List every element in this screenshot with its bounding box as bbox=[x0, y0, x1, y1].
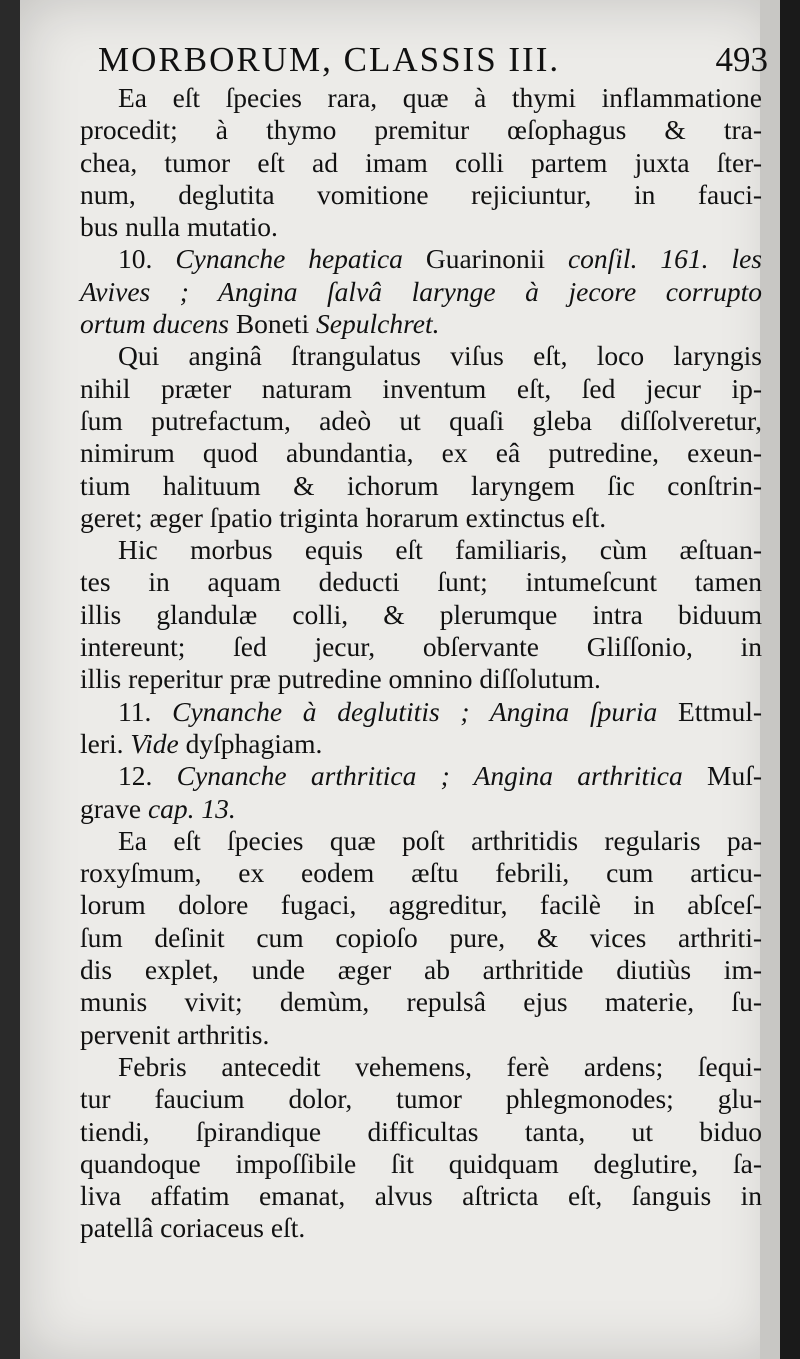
text-line bbox=[80, 631, 762, 663]
running-header bbox=[98, 40, 788, 80]
text-run: Qui anginâ ſtrangulatus viſus eſt, loco laryngis bbox=[118, 340, 762, 372]
text-line bbox=[80, 857, 762, 889]
text-line bbox=[80, 82, 762, 114]
text-line bbox=[80, 986, 762, 1018]
text-line bbox=[80, 728, 762, 760]
italic-run: ortum ducens bbox=[80, 308, 236, 340]
italic-run: Cynanche arthritica ; Angina arthritica bbox=[176, 760, 708, 792]
text-run: Guarinonii bbox=[425, 243, 568, 275]
text-run: pervenit arthritis. bbox=[80, 1018, 270, 1050]
text-run: nimirum quod abundantia, ex eâ putredine, exeun- bbox=[80, 437, 762, 469]
text-line bbox=[80, 696, 762, 728]
text-run: Boneti bbox=[235, 308, 317, 340]
facing-page-edge bbox=[760, 0, 780, 1359]
text-run: quandoque impoſſibile ſit quidquam deglutire, ſa- bbox=[80, 1147, 762, 1179]
text-line bbox=[80, 147, 762, 179]
text-run: illis reperitur præ putredine omnino diſſolutum. bbox=[80, 663, 601, 695]
text-run: dyſphagiam. bbox=[185, 727, 323, 759]
text-run: patellâ coriaceus eſt. bbox=[80, 1212, 306, 1244]
text-line bbox=[80, 114, 762, 146]
text-run: Ea eſt ſpecies quæ poſt arthritidis regularis pa- bbox=[118, 824, 762, 856]
text-line bbox=[80, 373, 762, 405]
text-line bbox=[80, 276, 762, 308]
text-line bbox=[80, 599, 762, 631]
italic-run: Cynanche hepatica bbox=[175, 243, 426, 275]
body-text bbox=[80, 82, 762, 1245]
text-run: Febris antecedit vehemens, ferè ardens; ſequi- bbox=[118, 1050, 762, 1082]
text-run: Ettmul- bbox=[677, 695, 763, 727]
text-run: tium halituum & ichorum laryngem ſic conſtrin- bbox=[80, 469, 762, 501]
text-line bbox=[80, 889, 762, 921]
text-line bbox=[80, 308, 762, 340]
text-run: intereunt; ſed jecur, obſervante Gliſſonio, in bbox=[80, 631, 762, 663]
text-line bbox=[80, 1083, 762, 1115]
italic-run: Cynanche à deglutitis ; Angina ſpuria bbox=[172, 695, 678, 727]
text-line bbox=[80, 340, 762, 372]
text-run: ſum deſinit cum copioſo pure, & vices arthriti- bbox=[80, 921, 762, 953]
text-run: chea, tumor eſt ad imam colli partem juxta ſter- bbox=[80, 146, 762, 178]
italic-run: Vide bbox=[130, 727, 186, 759]
text-run: tur faucium dolor, tumor phlegmonodes; glu- bbox=[80, 1083, 762, 1115]
text-line bbox=[80, 405, 762, 437]
text-run: leri. bbox=[80, 727, 131, 759]
text-line bbox=[80, 793, 762, 825]
text-line bbox=[80, 566, 762, 598]
text-line bbox=[80, 179, 762, 211]
text-line bbox=[80, 922, 762, 954]
text-line bbox=[80, 954, 762, 986]
text-run: Muſ- bbox=[707, 760, 763, 792]
italic-run: Sepulchret. bbox=[316, 308, 440, 340]
text-line bbox=[80, 211, 762, 243]
text-run: dis explet, unde æger ab arthritide diutiùs im- bbox=[80, 954, 762, 986]
text-run: liva affatim emanat, alvus aſtricta eſt, ſanguis in bbox=[80, 1180, 762, 1212]
text-run: nihil præter naturam inventum eſt, ſed jecur ip- bbox=[80, 372, 762, 404]
text-run: bus nulla mutatio. bbox=[80, 211, 278, 243]
italic-run: Avives ; Angina ſalvâ larynge à jecore corrupto bbox=[80, 275, 762, 307]
scan-left-edge bbox=[0, 0, 20, 1359]
text-run: illis glandulæ colli, & plerumque intra biduum bbox=[80, 598, 762, 630]
text-line bbox=[80, 534, 762, 566]
page-number: 493 bbox=[715, 40, 768, 79]
text-line bbox=[80, 1212, 762, 1244]
text-line bbox=[80, 1180, 762, 1212]
text-run: munis vivit; demùm, repulsâ ejus materie, ſu- bbox=[80, 986, 762, 1018]
text-line bbox=[80, 663, 762, 695]
text-run: tes in aquam deducti ſunt; intumeſcunt tamen bbox=[80, 566, 762, 598]
text-line bbox=[80, 437, 762, 469]
text-run: ſum putrefactum, adeò ut quaſi gleba diſſolveretur, bbox=[80, 404, 762, 436]
text-run: 12. bbox=[118, 760, 177, 792]
italic-run: conſil. 161. les bbox=[567, 243, 762, 275]
text-line bbox=[80, 1019, 762, 1051]
text-run: procedit; à thymo premitur œſophagus & tra- bbox=[80, 114, 762, 146]
running-title: MORBORUM, CLASSIS III. bbox=[98, 40, 561, 79]
text-run: 10. bbox=[118, 243, 176, 275]
text-line bbox=[80, 760, 762, 792]
text-run: Ea eſt ſpecies rara, quæ à thymi inflammatione bbox=[118, 82, 762, 113]
text-run: Hic morbus equis eſt familiaris, cùm æſtuan- bbox=[118, 534, 762, 566]
text-line bbox=[80, 1051, 762, 1083]
book-page bbox=[20, 0, 780, 1359]
text-run: roxyſmum, ex eodem æſtu febrili, cum articu- bbox=[80, 857, 762, 889]
text-line bbox=[80, 470, 762, 502]
text-run: geret; æger ſpatio triginta horarum extinctus eſt. bbox=[80, 501, 607, 533]
text-line bbox=[80, 1116, 762, 1148]
text-line bbox=[80, 243, 762, 275]
italic-run: cap. 13. bbox=[147, 792, 236, 824]
text-run: tiendi, ſpirandique difficultas tanta, ut biduo bbox=[80, 1115, 762, 1147]
text-line bbox=[80, 1148, 762, 1180]
text-run: 11. bbox=[118, 695, 173, 727]
text-line bbox=[80, 502, 762, 534]
text-run: lorum dolore fugaci, aggreditur, facilè in abſceſ- bbox=[80, 889, 762, 921]
text-line bbox=[80, 825, 762, 857]
text-run: num, deglutita vomitione rejiciuntur, in fauci- bbox=[80, 178, 762, 210]
text-run: grave bbox=[80, 792, 148, 824]
